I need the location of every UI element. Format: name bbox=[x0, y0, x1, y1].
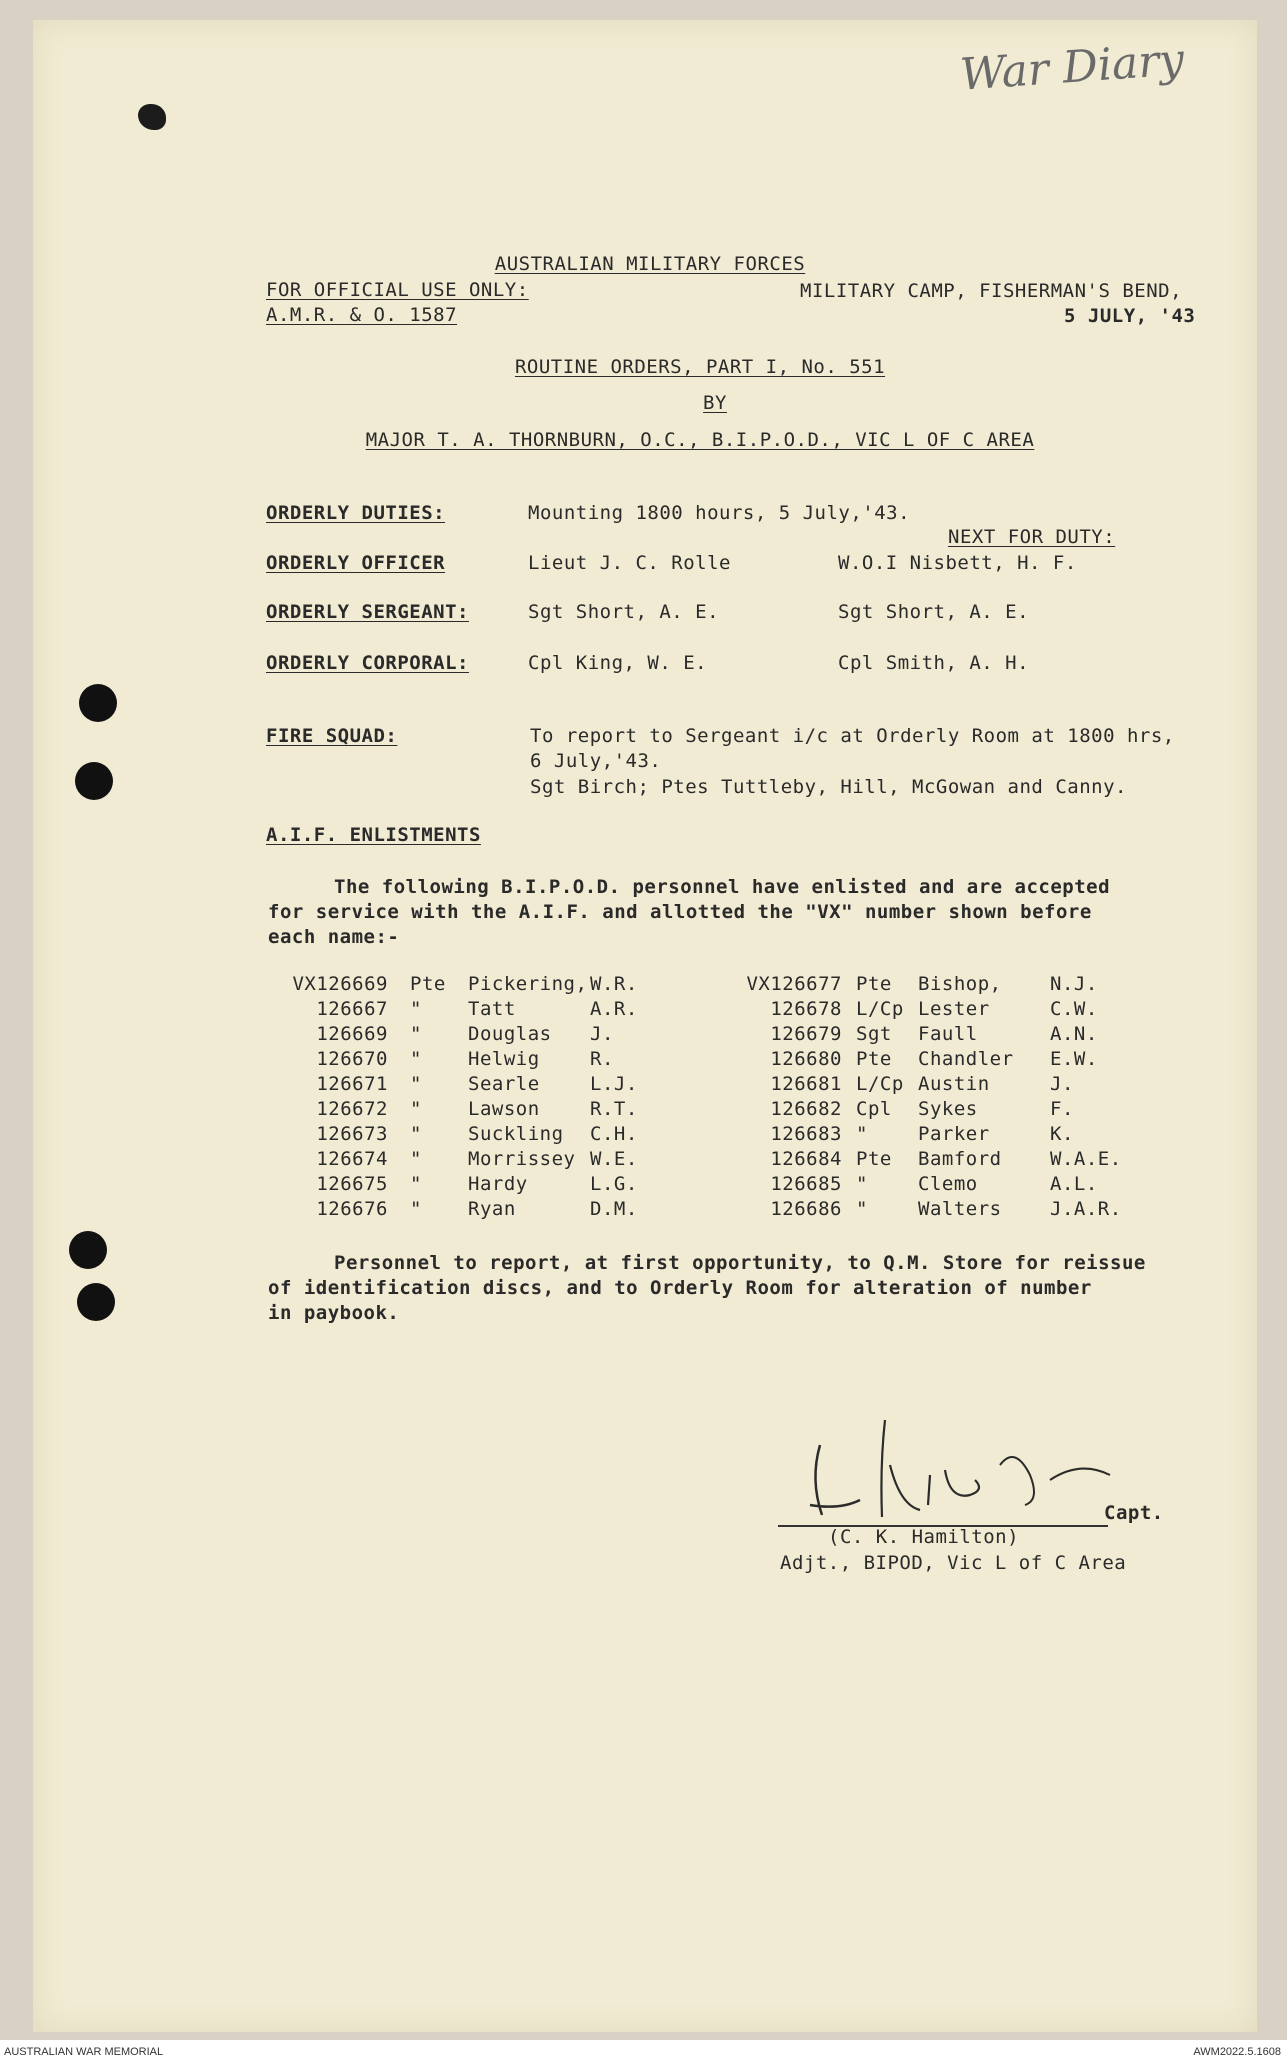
rank: " bbox=[410, 1073, 422, 1095]
duty-current: Sgt Short, A. E. bbox=[528, 601, 720, 623]
vx-number: VX126677 bbox=[746, 973, 842, 995]
binder-hole-1 bbox=[79, 684, 117, 722]
vx-number: 126678 bbox=[770, 998, 842, 1020]
closing-line: in paybook. bbox=[268, 1302, 400, 1324]
surname: Parker bbox=[918, 1123, 990, 1145]
table-row bbox=[268, 972, 1122, 997]
by-line: BY bbox=[703, 392, 727, 414]
commander-line: MAJOR T. A. THORNBURN, O.C., B.I.P.O.D., VIC L OF C AREA bbox=[365, 429, 1035, 451]
orders-title: ROUTINE ORDERS, PART I, No. 551 bbox=[514, 356, 886, 378]
war-diary-annotation: War Diary bbox=[958, 34, 1186, 101]
initials: L.G. bbox=[590, 1173, 638, 1195]
rank: " bbox=[410, 1098, 422, 1120]
rank: Pte bbox=[856, 973, 892, 995]
duty-next: Sgt Short, A. E. bbox=[838, 601, 1030, 623]
vx-number: 126686 bbox=[770, 1198, 842, 1220]
footer-reference: AWM2022.5.1608 bbox=[1193, 2046, 1281, 2058]
rank: " bbox=[856, 1198, 868, 1220]
surname: Morrissey bbox=[468, 1148, 576, 1170]
fire-squad-line: Sgt Birch; Ptes Tuttleby, Hill, McGowan and Canny. bbox=[530, 776, 1127, 798]
binder-hole-4 bbox=[77, 1283, 115, 1321]
official-use: FOR OFFICIAL USE ONLY: bbox=[266, 279, 529, 301]
rank: " bbox=[410, 1198, 422, 1220]
signatory-name: (C. K. Hamilton) bbox=[828, 1526, 1020, 1548]
surname: Tatt bbox=[468, 998, 516, 1020]
initials: K. bbox=[1050, 1123, 1074, 1145]
surname: Suckling bbox=[468, 1123, 564, 1145]
rank: " bbox=[410, 1148, 422, 1170]
vx-number: VX126669 bbox=[292, 973, 388, 995]
rank: L/Cp bbox=[856, 998, 904, 1020]
binder-hole-3 bbox=[69, 1231, 107, 1269]
rank: Sgt bbox=[856, 1023, 892, 1045]
surname: Helwig bbox=[468, 1048, 540, 1070]
duty-role-label: ORDERLY OFFICER bbox=[266, 552, 446, 574]
initials: R.T. bbox=[590, 1098, 638, 1120]
binder-hole-2 bbox=[75, 762, 113, 800]
vx-number: 126671 bbox=[316, 1073, 388, 1095]
surname: Clemo bbox=[918, 1173, 978, 1195]
vx-number: 126675 bbox=[316, 1173, 388, 1195]
footer-bar bbox=[0, 2044, 1287, 2061]
surname: Lawson bbox=[468, 1098, 540, 1120]
surname: Pickering, bbox=[468, 973, 588, 995]
table-row bbox=[268, 1172, 1122, 1197]
rank: " bbox=[410, 998, 422, 1020]
initials: C.H. bbox=[590, 1123, 638, 1145]
vx-number: 126667 bbox=[316, 998, 388, 1020]
intro-line: The following B.I.P.O.D. personnel have enlisted and are accepted bbox=[334, 876, 1111, 898]
vx-number: 126674 bbox=[316, 1148, 388, 1170]
vx-number: 126683 bbox=[770, 1123, 842, 1145]
initials: W.E. bbox=[590, 1148, 638, 1170]
vx-number: 126685 bbox=[770, 1173, 842, 1195]
rank: " bbox=[410, 1048, 422, 1070]
fire-squad-line: 6 July,'43. bbox=[530, 750, 662, 772]
surname: Lester bbox=[918, 998, 990, 1020]
rank: Cpl bbox=[856, 1098, 892, 1120]
signatory-rank: Capt. bbox=[1104, 1502, 1164, 1524]
vx-number: 126682 bbox=[770, 1098, 842, 1120]
surname: Douglas bbox=[468, 1023, 552, 1045]
rank: " bbox=[410, 1023, 422, 1045]
closing-line: of identification discs, and to Orderly Room for alteration of number bbox=[268, 1277, 1092, 1299]
initials: C.W. bbox=[1050, 998, 1098, 1020]
camp-location: MILITARY CAMP, FISHERMAN'S BEND, bbox=[800, 280, 1183, 302]
initials: A.N. bbox=[1050, 1023, 1098, 1045]
surname: Hardy bbox=[468, 1173, 528, 1195]
duty-next: W.O.I Nisbett, H. F. bbox=[838, 552, 1077, 574]
punch-hole-top bbox=[138, 104, 166, 130]
fire-squad-label: FIRE SQUAD: bbox=[266, 725, 398, 747]
table-row bbox=[268, 1072, 1122, 1097]
rank: " bbox=[410, 1123, 422, 1145]
initials: A.R. bbox=[590, 998, 638, 1020]
table-row bbox=[268, 1047, 1122, 1072]
surname: Walters bbox=[918, 1198, 1002, 1220]
signatory-title: Adjt., BIPOD, Vic L of C Area bbox=[780, 1552, 1127, 1574]
initials: J.A.R. bbox=[1050, 1198, 1122, 1220]
surname: Faull bbox=[918, 1023, 978, 1045]
rank: " bbox=[856, 1173, 868, 1195]
table-row bbox=[268, 1022, 1122, 1047]
vx-number: 126681 bbox=[770, 1073, 842, 1095]
surname: Bishop, bbox=[918, 973, 1002, 995]
orderly-duties-label: ORDERLY DUTIES: bbox=[266, 502, 446, 524]
table-row bbox=[268, 1097, 1122, 1122]
table-row bbox=[268, 1197, 1122, 1222]
enlistments-heading: A.I.F. ENLISTMENTS bbox=[266, 824, 481, 846]
vx-number: 126669 bbox=[316, 1023, 388, 1045]
rank: " bbox=[410, 1173, 422, 1195]
initials: E.W. bbox=[1050, 1048, 1098, 1070]
duty-role-label: ORDERLY CORPORAL: bbox=[266, 652, 469, 674]
initials: D.M. bbox=[590, 1198, 638, 1220]
initials: J. bbox=[590, 1023, 614, 1045]
rank: Pte bbox=[410, 973, 446, 995]
vx-number: 126673 bbox=[316, 1123, 388, 1145]
fire-squad-line: To report to Sergeant i/c at Orderly Room at 1800 hrs, bbox=[530, 725, 1175, 747]
vx-number: 126684 bbox=[770, 1148, 842, 1170]
initials: R. bbox=[590, 1048, 614, 1070]
orderly-duties-value: Mounting 1800 hours, 5 July,'43. bbox=[528, 502, 911, 524]
table-row bbox=[268, 997, 1122, 1022]
intro-line: each name:- bbox=[268, 926, 400, 948]
initials: F. bbox=[1050, 1098, 1074, 1120]
duty-role-label: ORDERLY SERGEANT: bbox=[266, 601, 469, 623]
duty-current: Lieut J. C. Rolle bbox=[528, 552, 731, 574]
amr-reference: A.M.R. & O. 1587 bbox=[266, 304, 458, 326]
surname: Searle bbox=[468, 1073, 540, 1095]
order-date: 5 JULY, '43 bbox=[1064, 305, 1196, 327]
rank: Pte bbox=[856, 1148, 892, 1170]
handwritten-signature bbox=[800, 1405, 1120, 1530]
rank: Pte bbox=[856, 1048, 892, 1070]
rank: " bbox=[856, 1123, 868, 1145]
rank: L/Cp bbox=[856, 1073, 904, 1095]
intro-line: for service with the A.I.F. and allotted the "VX" number shown before bbox=[268, 901, 1092, 923]
table-row bbox=[268, 1122, 1122, 1147]
surname: Austin bbox=[918, 1073, 990, 1095]
vx-number: 126680 bbox=[770, 1048, 842, 1070]
surname: Bamford bbox=[918, 1148, 1002, 1170]
initials: J. bbox=[1050, 1073, 1074, 1095]
vx-number: 126672 bbox=[316, 1098, 388, 1120]
vx-number: 126670 bbox=[316, 1048, 388, 1070]
table-row bbox=[268, 1147, 1122, 1172]
duty-next: Cpl Smith, A. H. bbox=[838, 652, 1030, 674]
vx-number: 126676 bbox=[316, 1198, 388, 1220]
footer-source: AUSTRALIAN WAR MEMORIAL bbox=[4, 2046, 164, 2058]
surname: Sykes bbox=[918, 1098, 978, 1120]
next-for-duty-label: NEXT FOR DUTY: bbox=[948, 526, 1116, 548]
enlistments-table bbox=[268, 972, 1122, 1222]
initials: A.L. bbox=[1050, 1173, 1098, 1195]
initials: L.J. bbox=[590, 1073, 638, 1095]
duty-current: Cpl King, W. E. bbox=[528, 652, 708, 674]
closing-line: Personnel to report, at first opportunity, to Q.M. Store for reissue bbox=[334, 1252, 1146, 1274]
force-heading: AUSTRALIAN MILITARY FORCES bbox=[494, 253, 806, 275]
vx-number: 126679 bbox=[770, 1023, 842, 1045]
surname: Ryan bbox=[468, 1198, 516, 1220]
initials: N.J. bbox=[1050, 973, 1098, 995]
surname: Chandler bbox=[918, 1048, 1014, 1070]
initials: W.R. bbox=[590, 973, 638, 995]
initials: W.A.E. bbox=[1050, 1148, 1122, 1170]
